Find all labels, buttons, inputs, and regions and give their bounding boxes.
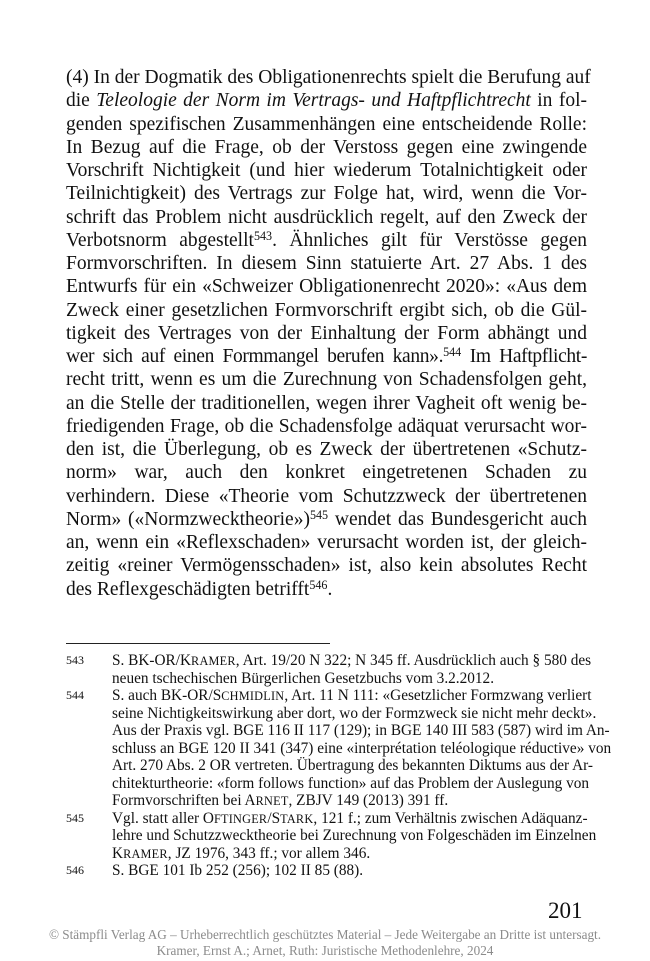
text-run: norm» war, auch den konkret eingetretenen Schaden zu (66, 462, 587, 484)
text-line (66, 113, 587, 136)
footnote-reference: 544 (443, 344, 462, 359)
text-run: wer sich auf einen Formmangel berufen kann». (66, 346, 444, 367)
text-run: des Reflexgeschädigten betrifft (66, 578, 310, 600)
text-run: an die Stelle der traditionellen, wegen ihrer Vagheit oft wenig be- (66, 392, 587, 414)
text-run: , 121 f.; zum Verhältnis zwischen Adäquanz- (313, 809, 588, 827)
footnote-line (112, 652, 592, 670)
text-line (66, 89, 587, 112)
text-line (66, 485, 587, 508)
author-name-smallcaps: RAMER (191, 654, 236, 668)
footnote-reference: 545 (309, 507, 329, 522)
footnote-line (112, 687, 592, 705)
text-run: Zweck einer gesetzlichen Formvorschrift ergibt sich, ob die Gül- (66, 299, 587, 321)
author-name-smallcaps: CHMIDLIN (221, 689, 285, 703)
text-run: , Art. 11 N 111: «Gesetzlicher Formzwang verliert (284, 687, 592, 704)
text-run: den ist, die Überlegung, ob es Zweck der übertretenen «Schutz- (66, 439, 587, 460)
text-line (66, 66, 591, 89)
text-run: lehre und Schutzzwecktheorie bei Zurechnung von Folgeschäden im Einzelnen (112, 827, 597, 844)
text-run: recht tritt, wenn es um die Zurechnung von Schadensfolgen geht, (66, 369, 587, 391)
text-run: S. BGE 101 Ib 252 (256); 102 II 85 (88). (112, 862, 364, 879)
footnote-line (112, 757, 594, 775)
text-line (66, 275, 587, 298)
text-run: in fol- (530, 90, 587, 112)
footnote-number: 544 (66, 688, 84, 702)
author-name-smallcaps: RNET (255, 794, 289, 808)
text-run: Art. 270 Abs. 2 OR vertreten. Übertragung des bekannten Diktums aus der Ar- (112, 757, 594, 774)
footnote (66, 687, 612, 810)
author-name-smallcaps: TARK (280, 811, 314, 826)
text-run: Norm» («Normzwecktheorie») (66, 508, 310, 530)
footnote-line (112, 810, 587, 828)
text-line (66, 206, 587, 229)
text-run: S. BK-OR/K (112, 652, 192, 669)
text-run: die (66, 90, 97, 112)
text-run: genden spezifischen Zusammenhängen eine entscheidende Rolle: (66, 113, 587, 135)
footnote-reference: 546 (309, 577, 328, 592)
text-line (66, 461, 587, 484)
text-run: Formvorschriften bei A (112, 792, 256, 809)
text-run: , Art. 19/20 N 322; N 345 ff. Ausdrücklich auch § 580 des (235, 652, 592, 669)
text-run: verhindern. Diese «Theorie vom Schutzzweck der übertretenen (66, 485, 587, 507)
text-run: an, wenn ein «Reflexschaden» verursacht worden ist, der gleich- (66, 532, 587, 553)
text-line (66, 252, 587, 275)
text-run: , JZ 1976, 343 ff.; vor allem 346. (167, 844, 371, 862)
text-run: (4) In der Dogmatik des Obligationenrechts spielt die Berufung auf (66, 67, 591, 88)
text-run: . Ähnliches gilt für Verstösse gegen (272, 229, 587, 251)
text-run: zeitig «reiner Vermögensschaden» ist, also kein absolutes Recht (66, 555, 587, 577)
main-paragraph (66, 66, 591, 601)
text-run: Verbotsnorm abgestellt (66, 229, 254, 251)
text-run: Aus der Praxis vgl. BGE 116 II 117 (129); in BGE 140 III 583 (587) wird im An- (112, 722, 610, 739)
footnote-line (112, 792, 587, 810)
author-name-smallcaps: FTINGER (213, 811, 268, 826)
footnote-number: 546 (66, 863, 84, 877)
footnote-line (112, 774, 590, 793)
footnote-line (112, 722, 610, 740)
footnote-line (112, 739, 612, 758)
footnote-line (112, 827, 597, 845)
footnote (66, 862, 587, 880)
text-run: In Bezug auf die Frage, ob der Verstoss gegen eine zwingende (66, 136, 587, 158)
author-name-smallcaps: RAMER (123, 846, 168, 861)
text-run: Vgl. statt aller O (112, 809, 214, 827)
text-run: /S (267, 809, 281, 827)
text-run: chitekturtheorie: «form follows function» auf das Problem der Auslegung von (112, 774, 590, 792)
footnote-line (112, 704, 597, 723)
text-line (66, 438, 587, 461)
text-line (66, 392, 587, 415)
text-line (66, 322, 587, 345)
text-run: seine Nichtigkeitswirkung aber dort, wo der Formzweck sie nicht mehr deckt». (112, 704, 597, 722)
footnote-number: 545 (66, 810, 84, 825)
text-run: wendet das Bundesgericht auch (328, 508, 587, 530)
text-run: Teilnichtigkeit) des Vertrags zur Folge hat, wird, wenn die Vor- (66, 183, 587, 205)
footnote-reference: 543 (253, 228, 273, 243)
text-run: friedigenden Frage, ob die Schadensfolge adäquat verursacht wor- (66, 415, 587, 437)
text-run: schrift das Problem nicht ausdrücklich regelt, auf den Zweck der (66, 206, 587, 228)
text-line (66, 182, 587, 205)
footnotes-section (66, 652, 612, 880)
text-run: schluss an BGE 120 II 341 (347) eine «interprétation teléologique réductive» von (112, 739, 612, 757)
text-run: Im Haftpflicht- (461, 346, 587, 367)
text-line (66, 159, 587, 182)
citation-line: Kramer, Ernst A.; Arnet, Ruth: Juristische Methodenlehre, 2024 (156, 943, 494, 958)
text-line (66, 299, 587, 322)
text-run: Vorschrift Nichtigkeit (und hier wiederum Totalnichtigkeit oder (66, 160, 587, 181)
text-line (66, 415, 587, 438)
text-run: Entwurfs für ein «Schweizer Obligationenrecht 2020»: «Aus dem (66, 276, 587, 298)
text-run: K (112, 844, 124, 862)
copyright-notice: © Stämpfli Verlag AG – Urheberrechtlich geschütztes Material – Jede Weitergabe an Dritte ist untersagt. (48, 927, 602, 942)
footnote-separator (66, 643, 330, 644)
text-line (66, 508, 587, 531)
text-line (66, 368, 587, 391)
footnote-number: 543 (66, 653, 84, 667)
text-run: . (327, 578, 333, 600)
text-line (66, 554, 587, 577)
footnote-line (112, 845, 587, 863)
footnote (66, 652, 592, 687)
text-run: , ZBJV 149 (2013) 391 ff. (288, 792, 449, 809)
text-line (66, 531, 587, 554)
text-line (66, 229, 587, 252)
text-run: Formvorschriften. In diesem Sinn statuierte Art. 27 Abs. 1 des (66, 253, 587, 274)
footnote-line (112, 862, 587, 880)
page-number: 201 (548, 898, 583, 923)
footnote (66, 809, 597, 863)
text-run: neuen tschechischen Bürgerlichen Gesetzbuchs vom 3.2.2012. (112, 669, 495, 687)
text-run: tigkeit des Vertrages von der Einhaltung der Form abhängt und (66, 322, 587, 344)
text-line (66, 345, 587, 368)
footnote-line (112, 670, 587, 688)
emphasis-text: Teleologie der Norm im Vertrags- und Haftpflichtrecht (96, 90, 531, 112)
text-run: S. auch BK-OR/S (112, 687, 222, 704)
text-line (66, 578, 587, 601)
text-line (66, 136, 587, 159)
